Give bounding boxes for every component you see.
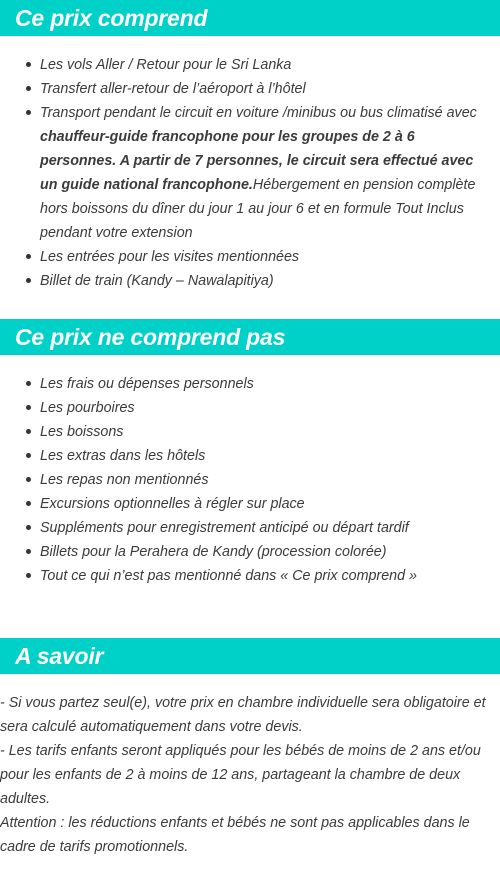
list-item — [0, 101, 500, 245]
list-item: Tout ce qui n’est pas mentionné dans « Ce prix comprend » — [0, 564, 500, 588]
list-item-text: Hébergement en pension complète hors boissons du dîner du jour 1 au jour 6 et en formule Tout Inclus pendant votre extension — [40, 177, 476, 241]
section-title: A savoir — [15, 642, 104, 669]
list-item: Suppléments pour enregistrement anticipé ou départ tardif — [0, 516, 500, 540]
list-item: Billet de train (Kandy – Nawalapitiya) — [0, 269, 500, 293]
list-item: Billets pour la Perahera de Kandy (procession colorée) — [0, 540, 500, 564]
list-item: Les extras dans les hôtels — [0, 444, 500, 468]
a-savoir-text — [0, 691, 498, 859]
included-list — [0, 53, 500, 293]
section-header-included — [0, 0, 500, 36]
list-item: Les repas non mentionnés — [0, 468, 500, 492]
list-item-text: Transport pendant le circuit en voiture /minibus ou bus climatisé avec — [40, 105, 477, 121]
section-header-a-savoir — [0, 638, 500, 674]
info-paragraph: - Si vous partez seul(e), votre prix en chambre individuelle sera obligatoire et sera calculé automatiquement dans votre devis. — [0, 695, 486, 735]
list-item: Transfert aller-retour de l’aéroport à l’hôtel — [0, 77, 500, 101]
list-item: Les vols Aller / Retour pour le Sri Lanka — [0, 53, 500, 77]
list-item-bold-text: chauffeur-guide francophone pour les groupes de 2 à 6 personnes. A partir de 7 personnes, le circuit sera effectué avec un guide national francophone. — [40, 129, 474, 193]
not-included-list — [0, 372, 500, 588]
section-title: Ce prix ne comprend pas — [15, 323, 286, 350]
info-paragraph: - Les tarifs enfants seront appliqués pour les bébés de moins de 2 ans et/ou pour les enfants de 2 à moins de 12 ans, partageant la chambre de deux adultes. — [0, 743, 481, 807]
info-paragraph: Attention : les réductions enfants et bébés ne sont pas applicables dans le cadre de tarifs promotionnels. — [0, 815, 470, 855]
list-item: Excursions optionnelles à régler sur place — [0, 492, 500, 516]
list-item: Les boissons — [0, 420, 500, 444]
list-item: Les frais ou dépenses personnels — [0, 372, 500, 396]
section-header-not-included — [0, 319, 500, 355]
list-item: Les pourboires — [0, 396, 500, 420]
list-item: Les entrées pour les visites mentionnées — [0, 245, 500, 269]
section-title: Ce prix comprend — [15, 4, 208, 31]
